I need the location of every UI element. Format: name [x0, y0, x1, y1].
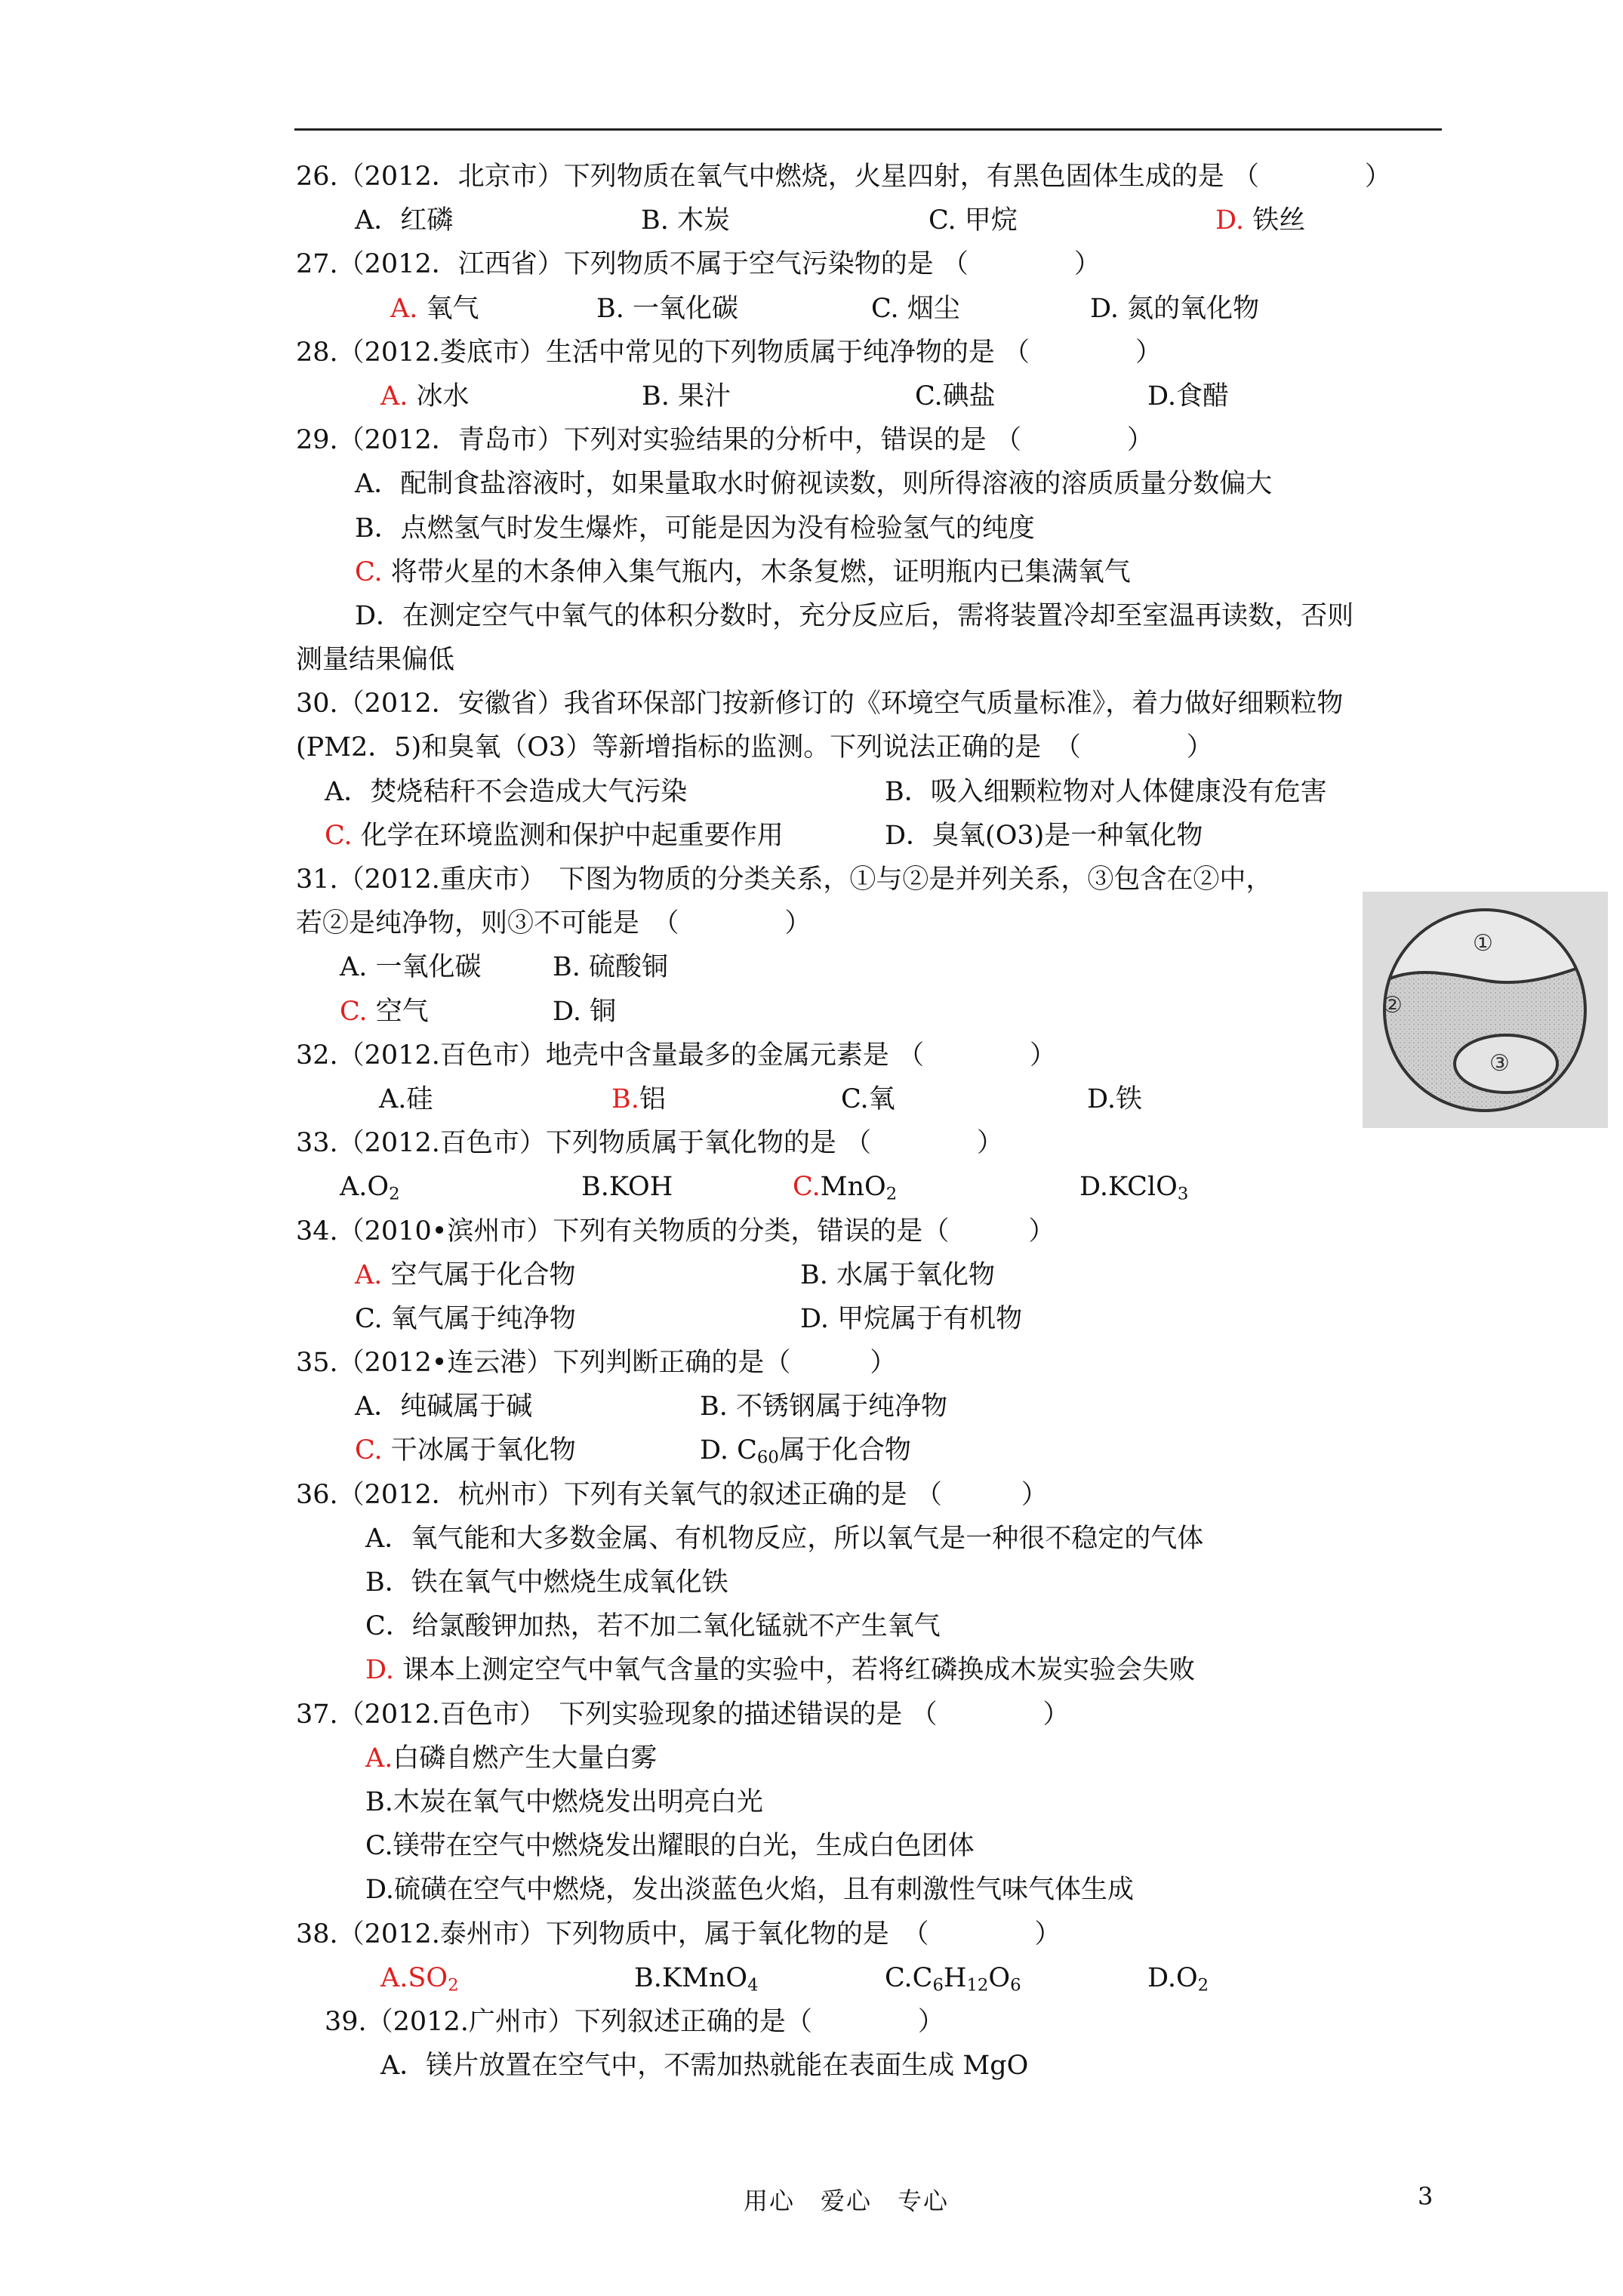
subscript: 2 [448, 1975, 459, 1996]
q27-options [296, 287, 1458, 331]
subscript: 2 [1197, 1975, 1209, 1996]
q28-option-a [380, 374, 470, 418]
q37-option-d [296, 1868, 1458, 1912]
q30-option-b: B．吸入细颗粒物对人体健康没有危害 [885, 776, 1327, 807]
q34-option-a-text: 空气属于化合物 [382, 1259, 576, 1290]
answer-letter: A. [380, 1962, 408, 1993]
q30-stem [296, 682, 1458, 726]
q35-option-c-text: 干冰属于氧化物 [382, 1435, 576, 1466]
q35-option-a: A．纯碱属于碱 [355, 1391, 533, 1422]
answer-letter: C. [325, 820, 353, 851]
q36-option-c [296, 1604, 1458, 1648]
q30-stem-cont [296, 726, 1458, 769]
q30-option-c-text: 化学在环境监测和保护中起重要作用 [352, 820, 784, 851]
subscript: 6 [932, 1975, 944, 1996]
q35-option-d-suffix: 属于化合物 [778, 1435, 911, 1466]
question-list [296, 155, 1458, 2088]
q29-option-b-text: B．点燃氢气时发生爆炸，可能是因为没有检验氢气的纯度 [355, 513, 1035, 544]
answer-letter: C. [355, 1435, 383, 1466]
q34-option-d: D. 甲烷属于有机物 [800, 1303, 1023, 1334]
q31-option-d: D. 铜 [553, 996, 617, 1027]
q30-options-cd [296, 814, 1458, 858]
q30-stem-text: 30.（2012．安徽省）我省环保部门按新修订的《环境空气质量标准》，着力做好细颗粒物 [296, 689, 1344, 720]
q37-option-a [296, 1737, 1458, 1780]
q35-options-ab [296, 1385, 1458, 1428]
q29-stem [296, 418, 1458, 462]
q31-stem-text: 31.（2012.重庆市） 下图为物质的分类关系，①与②是并列关系，③包含在②中， [296, 864, 1273, 895]
q28-options [296, 374, 1458, 418]
q39-option-a [296, 2044, 1458, 2088]
q33-option-a-text: A.O [340, 1172, 390, 1203]
q34-stem [296, 1210, 1458, 1253]
q29-option-d [296, 594, 1458, 638]
q32-stem [296, 1034, 1458, 1077]
q37-option-a-content [365, 1737, 657, 1780]
q38-option-a-text: SO [408, 1962, 448, 1993]
q38-option-b-text: B.KMnO [634, 1962, 748, 1993]
q33-option-d-text: D.KClO [1079, 1172, 1178, 1203]
q32-option-b [611, 1077, 666, 1121]
q37-option-c-text: C.镁带在空气中燃烧发出耀眼的白光，生成白色团体 [365, 1831, 975, 1862]
q28-option-b: B. 果汁 [642, 381, 731, 411]
q33-stem [296, 1121, 1458, 1165]
answer-letter: C. [793, 1172, 821, 1203]
q28-option-a-text: 冰水 [408, 381, 470, 411]
q38-option-c-part: H [943, 1962, 967, 1993]
q33-option-c-text: MnO [820, 1172, 886, 1203]
q35-stem [296, 1341, 1458, 1385]
answer-letter: A. [380, 381, 408, 411]
subscript: 60 [756, 1448, 779, 1469]
q29-option-c [296, 550, 1458, 594]
q39-stem-text: 39.（2012.广州市）下列叙述正确的是（ ） [325, 2006, 944, 2037]
label-1: ① [1473, 930, 1493, 957]
q29-option-d-cont [296, 638, 1458, 682]
answer-letter: C. [340, 996, 368, 1027]
q36-option-b [296, 1561, 1458, 1604]
q35-option-c [355, 1428, 576, 1472]
q36-option-b-text: B．铁在氧气中燃烧生成氧化铁 [365, 1567, 728, 1598]
q37-option-d-text: D.硫磺在空气中燃烧，发出淡蓝色火焰，且有刺激性气味气体生成 [365, 1875, 1134, 1906]
q29-option-b [296, 507, 1458, 550]
q35-stem-text: 35.（2012•连云港）下列判断正确的是（ ） [296, 1348, 897, 1379]
q27-option-c: C. 烟尘 [871, 293, 960, 324]
q30-option-a: A．焚烧秸秆不会造成大气污染 [325, 776, 688, 807]
q38-option-c-part: C.C [885, 1962, 933, 1993]
q26-option-a: A．红磷 [355, 205, 454, 236]
q37-option-b [296, 1780, 1458, 1824]
q26-stem-text: 26.（2012．北京市）下列物质在氧气中燃烧，火星四射，有黑色固体生成的是 （ ） [296, 162, 1391, 192]
q36-option-d-text: 课本上测定空气中氧气含量的实验中，若将红磷换成木炭实验会失败 [393, 1655, 1196, 1686]
q31-option-c-text: 空气 [367, 996, 429, 1027]
q31-option-c [340, 990, 429, 1034]
q37-stem [296, 1693, 1458, 1737]
page-number: 3 [1418, 2182, 1434, 2211]
answer-letter: D. [365, 1655, 394, 1686]
q26-option-c: C. 甲烷 [929, 205, 1018, 236]
q36-stem-text: 36.（2012．杭州市）下列有关氧气的叙述正确的是 （ ） [296, 1479, 1048, 1510]
q31-options-ab [296, 945, 1458, 989]
subscript: 6 [1010, 1975, 1021, 1996]
q27-option-a-text: 氧气 [417, 293, 479, 324]
label-2: ② [1382, 992, 1403, 1019]
q38-stem-text: 38.（2012.泰州市）下列物质中，属于氧化物的是 （ ） [296, 1918, 1061, 1949]
answer-letter: B. [611, 1083, 639, 1114]
q36-option-a [296, 1517, 1458, 1561]
q34-option-a [355, 1253, 576, 1297]
q34-options-cd [296, 1297, 1458, 1341]
q26-stem [296, 155, 1458, 199]
q30-option-d: D．臭氧(O3)是一种氧化物 [885, 820, 1203, 851]
q35-options-cd [296, 1428, 1458, 1472]
answer-letter: A. [390, 293, 418, 324]
q28-stem [296, 331, 1458, 374]
answer-letter: C. [355, 556, 383, 587]
q27-stem [296, 242, 1458, 286]
q37-option-a-text: 白磷自燃产生大量白雾 [393, 1743, 658, 1774]
q28-option-d: D.食醋 [1147, 381, 1229, 411]
q31-stem [296, 858, 1458, 901]
q35-option-d-prefix: D. C [700, 1435, 757, 1466]
q35-option-b: B. 不锈钢属于纯净物 [700, 1391, 947, 1422]
header-rule [294, 128, 1442, 131]
subscript: 12 [966, 1975, 989, 1996]
q28-option-c: C.碘盐 [915, 381, 996, 411]
q37-stem-text: 37.（2012.百色市） 下列实验现象的描述错误的是 （ ） [296, 1699, 1070, 1730]
q31-options-cd [296, 990, 1458, 1034]
q27-option-a [390, 287, 479, 331]
q32-options [296, 1077, 1458, 1121]
q30-options-ab [296, 770, 1458, 814]
q33-stem-text: 33.（2012.百色市）下列物质属于氧化物的是 （ ） [296, 1128, 1003, 1159]
q31-option-a: A. 一氧化碳 [340, 952, 482, 983]
footer-motto: 用心 爱心 专心 [744, 2187, 950, 2215]
answer-letter: D. [1215, 205, 1244, 236]
subscript: 4 [747, 1975, 759, 1996]
q32-option-a: A.硅 [379, 1083, 433, 1114]
q28-stem-text: 28.（2012.娄底市）生活中常见的下列物质属于纯净物的是 （ ） [296, 337, 1162, 368]
q38-stem [296, 1912, 1458, 1956]
q34-option-b: B. 水属于氧化物 [800, 1259, 995, 1290]
q31-option-b: B. 硫酸铜 [553, 952, 668, 983]
q32-stem-text: 32.（2012.百色市）地壳中含量最多的金属元素是 （ ） [296, 1040, 1056, 1071]
q30-stem-text-cont: (PM2．5)和臭氧（O3）等新增指标的监测。下列说法正确的是 （ ） [296, 732, 1213, 763]
q39-option-a-text: A．镁片放置在空气中，不需加热就能在表面生成 MgO [380, 2051, 1029, 2082]
q38-option-d-text: D.O [1147, 1962, 1198, 1993]
q31-classification-figure [1363, 892, 1608, 1128]
q32-option-d: D.铁 [1087, 1083, 1142, 1114]
q36-option-a-text: A．氧气能和大多数金属、有机物反应，所以氧气是一种很不稳定的气体 [365, 1523, 1204, 1554]
q31-stem-cont [296, 901, 1458, 945]
q36-stem [296, 1473, 1458, 1517]
q26-option-b: B. 木炭 [641, 205, 730, 236]
q29-option-a-text: A．配制食盐溶液时，如果量取水时俯视读数，则所得溶液的溶质质量分数偏大 [355, 469, 1273, 500]
q37-option-c [296, 1824, 1458, 1868]
answer-letter: A. [365, 1743, 393, 1774]
q30-option-c [325, 814, 784, 858]
q29-stem-text: 29.（2012．青岛市）下列对实验结果的分析中，错误的是 （ ） [296, 425, 1153, 456]
q38-option-c-part: O [988, 1962, 1011, 1993]
q36-option-c-text: C．给氯酸钾加热，若不加二氧化锰就不产生氧气 [365, 1611, 941, 1642]
subscript: 2 [389, 1185, 400, 1204]
q33-option-b: B.KOH [581, 1172, 673, 1203]
q27-option-b: B. 一氧化碳 [596, 293, 738, 324]
q29-option-d-text-cont: 测量结果偏低 [296, 645, 455, 676]
q26-option-d [1215, 199, 1305, 242]
q26-option-d-text: 铁丝 [1243, 205, 1306, 236]
subscript: 3 [1177, 1185, 1189, 1204]
q29-option-a [296, 462, 1458, 506]
q27-option-d: D. 氮的氧化物 [1090, 293, 1260, 324]
q29-option-c-content [355, 550, 1131, 594]
answer-letter: A. [355, 1259, 383, 1290]
q36-option-d [296, 1648, 1458, 1692]
q29-option-c-text: 将带火星的木条伸入集气瓶内，木条复燃，证明瓶内已集满氧气 [382, 556, 1131, 587]
q31-figure-svg [1363, 892, 1608, 1128]
q34-stem-text: 34.（2010•滨州市）下列有关物质的分类，错误的是（ ） [296, 1216, 1055, 1247]
q26-options [296, 199, 1458, 242]
q34-option-c: C. 氧气属于纯净物 [355, 1303, 576, 1334]
q29-option-d-text: D．在测定空气中氧气的体积分数时，充分反应后，需将装置冷却至室温再读数，否则 [355, 600, 1354, 631]
label-3: ③ [1489, 1050, 1510, 1077]
q36-option-d-content [365, 1648, 1195, 1692]
subscript: 2 [885, 1185, 898, 1204]
q33-options [296, 1165, 1458, 1209]
q31-stem-text-cont: 若②是纯净物，则③不可能是 （ ） [296, 908, 812, 939]
q32-option-b-text: 铝 [639, 1083, 666, 1114]
q27-stem-text: 27.（2012．江西省）下列物质不属于空气污染物的是 （ ） [296, 249, 1101, 280]
q38-options [296, 1956, 1458, 2000]
q37-option-b-text: B.木炭在氧气中燃烧发出明亮白光 [365, 1786, 763, 1817]
q39-stem [296, 2000, 1458, 2044]
q32-option-c: C.氧 [841, 1083, 895, 1114]
q34-options-ab [296, 1253, 1458, 1297]
